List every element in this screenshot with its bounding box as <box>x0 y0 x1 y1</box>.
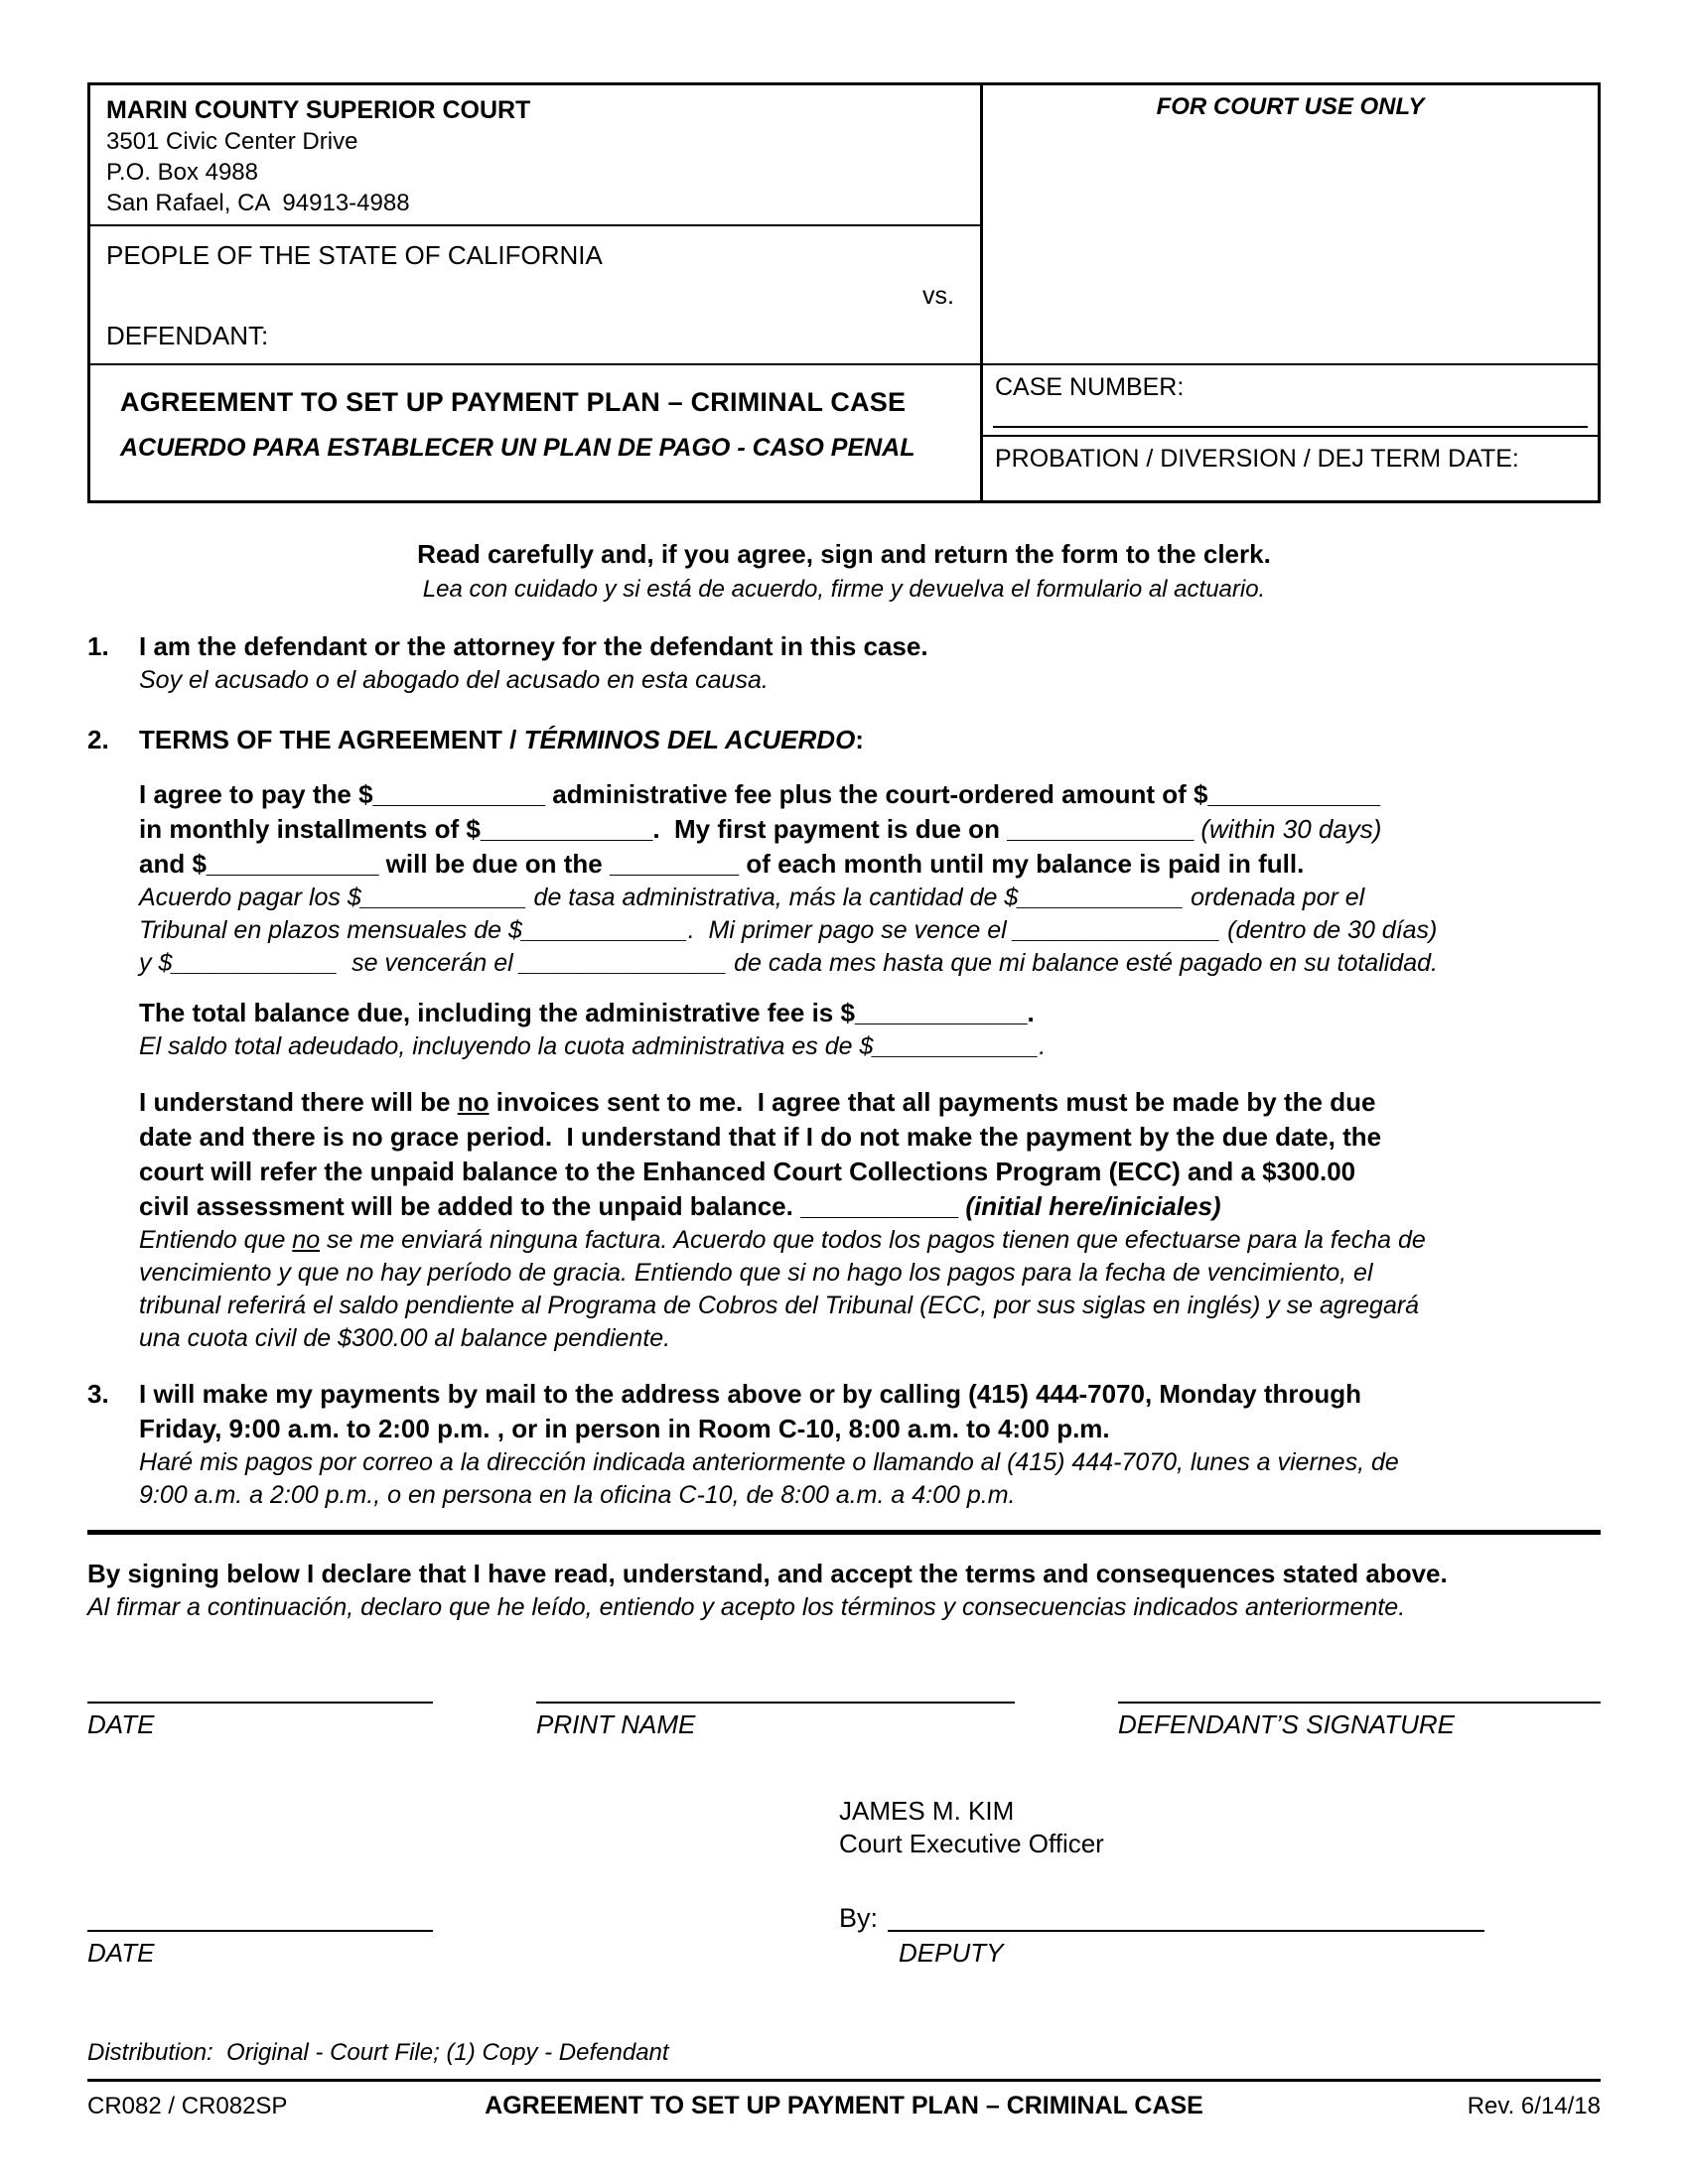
defendant-signature-row <box>87 1702 1601 1739</box>
item-2 <box>87 723 1601 1355</box>
officer-name: JAMES M. KIM <box>839 1796 1015 1826</box>
print-name-line[interactable] <box>536 1702 1015 1704</box>
caption-right-column <box>980 85 1598 500</box>
case-number-label: CASE NUMBER: <box>995 373 1185 401</box>
item-1 <box>87 629 1601 697</box>
no-underlined-en: no <box>457 1087 490 1117</box>
court-address-block <box>90 85 980 226</box>
instructions-block <box>87 537 1601 606</box>
terms-heading-colon: : <box>855 725 864 754</box>
item-3-text-es: Haré mis pagos por correo a la dirección indicada anteriormente o llamando al (415) 444-7070, lunes a viernes, de 9:00 a.m. a 2:00 p.m., o en persona en la oficina C-10, de 8:00 a.m. a 4:00 p.m. <box>139 1448 1399 1509</box>
court-officer-block <box>839 1795 1601 1860</box>
payment-terms-en: I agree to pay the $____________ administrative fee plus the court-ordered amount of $____________ in monthly installments of $____________. My first payment is due on _____________ (within 30 days) and $____________ will be due on the _________ of each month until my balance is paid in full. <box>139 779 1382 879</box>
footer-title: AGREEMENT TO SET UP PAYMENT PLAN – CRIMINAL CASE <box>485 2092 1203 2119</box>
case-parties-block <box>90 226 980 365</box>
no-invoice-es: Entiendo que no se me enviará ninguna factura. Acuerdo que todos los pagos tienen que efectuarse para la fecha de vencimiento y que no hay período de gracia. Entiendo que si no hago los pagos para la fecha de vencimiento, el tribunal referirá el saldo pendiente al Programa de Cobros del Tribunal (ECC, por sus siglas en inglés) y se agregará una cuota civil de $300.00 al balance pendiente. <box>139 1226 1426 1352</box>
total-balance-paragraph <box>139 996 1601 1063</box>
section-divider-rule <box>87 1530 1601 1535</box>
instruction-es: Lea con cuidado y si está de acuerdo, firme y devuelva el formulario al actuario. <box>422 576 1266 603</box>
no-underlined-es: no <box>292 1226 321 1254</box>
defendant-signature-field <box>1118 1702 1601 1739</box>
item-1-number: 1. <box>87 631 109 661</box>
within-30-days-note: (within 30 days) <box>1200 814 1382 844</box>
payment-terms-paragraph <box>139 777 1601 980</box>
clerk-date-label: DATE <box>87 1938 155 1968</box>
deputy-signature-line[interactable] <box>888 1930 1484 1932</box>
deputy-signature-field <box>839 1905 1484 1968</box>
total-balance-en: The total balance due, including the administrative fee is $____________. <box>139 998 1035 1027</box>
item-1-text-es: Soy el acusado o el abogado del acusado en esta causa. <box>139 666 769 694</box>
defendant-label: DEFENDANT: <box>106 321 269 350</box>
item-1-text-en: I am the defendant or the attorney for the defendant in this case. <box>139 631 928 661</box>
caption-left-column <box>90 85 980 500</box>
total-balance-es: El saldo total adeudado, incluyendo la cuota administrativa es de $____________. <box>139 1032 1047 1060</box>
plaintiff-name: PEOPLE OF THE STATE OF CALIFORNIA <box>106 240 603 270</box>
date-label: DATE <box>87 1709 155 1739</box>
declaration-es: Al firmar a continuación, declaro que he leído, entiendo y acepto los términos y consecuencias indicados anteriormente. <box>87 1593 1406 1621</box>
court-name: MARIN COUNTY SUPERIOR COURT <box>106 96 531 124</box>
revision-date: Rev. 6/14/18 <box>1467 2093 1601 2119</box>
item-2-number: 2. <box>87 725 109 754</box>
date-line[interactable] <box>87 1702 433 1704</box>
item-3-text-en: I will make my payments by mail to the address above or by calling (415) 444-7070, Monday through Friday, 9:00 a.m. to 2:00 p.m. , or in person in Room C-10, 8:00 a.m. to 4:00 p.m. <box>139 1379 1362 1443</box>
probation-term-label: PROBATION / DIVERSION / DEJ TERM DATE: <box>995 445 1519 473</box>
initial-here-note: (initial here/iniciales) <box>965 1191 1221 1221</box>
clerk-date-field <box>87 1930 433 1968</box>
court-address-line3: San Rafael, CA 94913-4988 <box>106 190 410 216</box>
probation-term-cell <box>983 437 1598 500</box>
clerk-signature-row <box>87 1905 1601 1968</box>
defendant-signature-line[interactable] <box>1118 1702 1601 1704</box>
for-court-use-label: FOR COURT USE ONLY <box>1156 93 1425 120</box>
form-title-es: ACUERDO PARA ESTABLECER UN PLAN DE PAGO - CASO PENAL <box>120 434 915 462</box>
clerk-date-line[interactable] <box>87 1930 433 1932</box>
no-invoice-en: I understand there will be no invoices sent to me. I agree that all payments must be made by the due date and there is no grace period. I understand that if I do not make the payment by the due date, the court will refer the unpaid balance to the Enhanced Court Collections Program (ECC) and a $300.00 civil assessment will be added to the unpaid balance. ___________ (initial here/iniciales) <box>139 1087 1382 1221</box>
payment-terms-es: Acuerdo pagar los $____________ de tasa administrativa, más la cantidad de $____________ ordenada por el Tribunal en plazos mensuales de $____________. Mi primer pago se vence el _______________ (dentro de 30 días) y $____________ se vencerán el _______________ de cada mes hasta que mi balance esté pagado en su totalidad. <box>139 884 1438 977</box>
officer-title: Court Executive Officer <box>839 1829 1104 1858</box>
form-number: CR082 / CR082SP <box>87 2093 288 2119</box>
print-name-field <box>536 1702 1015 1739</box>
vs-label: vs. <box>922 281 954 310</box>
instruction-en: Read carefully and, if you agree, sign and return the form to the clerk. <box>417 539 1271 569</box>
date-field <box>87 1702 433 1739</box>
terms-heading-es: TÉRMINOS DEL ACUERDO <box>523 725 856 754</box>
distribution-note: Distribution: Original - Court File; (1) Copy - Defendant <box>87 2039 669 2066</box>
item-3 <box>87 1377 1601 1512</box>
declaration-block <box>87 1557 1601 1624</box>
case-caption-box <box>87 82 1601 503</box>
form-title-en: AGREEMENT TO SET UP PAYMENT PLAN – CRIMINAL CASE <box>120 387 907 417</box>
terms-heading-en: TERMS OF THE AGREEMENT / <box>139 725 524 754</box>
declaration-en: By signing below I declare that I have read, understand, and accept the terms and consequences stated above. <box>87 1559 1448 1588</box>
no-invoice-paragraph <box>139 1085 1601 1355</box>
form-title-block <box>90 365 980 500</box>
form-footer <box>87 2079 1601 2120</box>
by-label: By: <box>839 1903 879 1933</box>
deputy-label: DEPUTY <box>899 1938 1004 1968</box>
case-number-cell <box>983 365 1598 437</box>
item-3-number: 3. <box>87 1379 109 1409</box>
case-number-blank-line[interactable] <box>993 426 1588 428</box>
for-court-use-cell <box>983 85 1598 365</box>
print-name-label: PRINT NAME <box>536 1709 696 1739</box>
item-2-heading <box>139 723 1601 757</box>
defendant-signature-label: DEFENDANT’S SIGNATURE <box>1118 1709 1455 1739</box>
court-address-line1: 3501 Civic Center Drive <box>106 128 358 155</box>
court-address-line2: P.O. Box 4988 <box>106 159 258 186</box>
